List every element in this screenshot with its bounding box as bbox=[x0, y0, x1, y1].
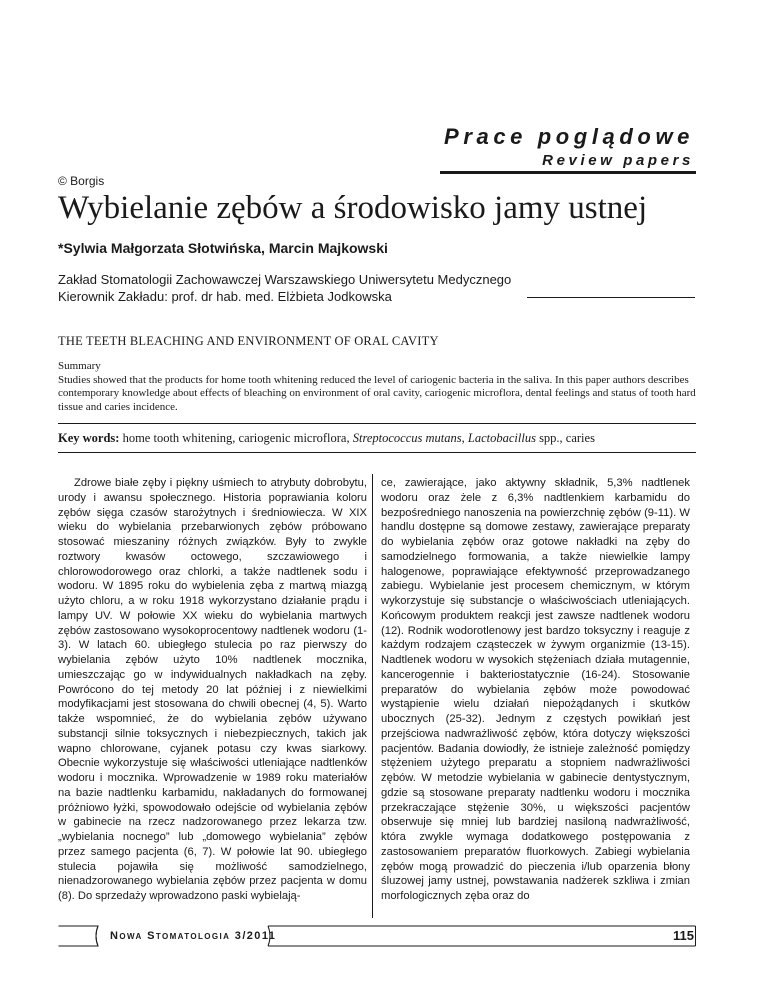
page-number: 115 bbox=[673, 928, 694, 943]
section-label-english: Review papers bbox=[542, 152, 694, 169]
keyword-lactobacillus: Lactobacillus bbox=[467, 431, 536, 445]
keywords-label: Key words: bbox=[58, 431, 120, 445]
summary-heading: Summary bbox=[58, 360, 101, 372]
keywords bbox=[58, 431, 595, 446]
summary-text: Studies showed that the products for home tooth whitening reduced the level of cariogenic bacteria in the saliva. In this paper authors describes contemporary knowledge about effects of bleaching on environment of oral cavity, cariogenic microflora, dental feelings and status of tooth hard tissue and caries incidence. bbox=[58, 373, 696, 413]
keywords-text-1: home tooth whitening, cariogenic microflora, bbox=[119, 431, 353, 445]
body-paragraph-left: Zdrowe białe zęby i piękny uśmiech to atrybuty dobrobytu, urody i awansu społecznego. Historia poprawiania koloru zębów sięga czasów starożytnych i średniowiecza. W XIX wieku do wybielania przebarwionych zębów próbowano stosować mieszaniny różnych związków. Były to zwykle roztwory kwasów octowego, szczawiowego i chlorowodorowego oraz chlorki, a także nadtlenek sodu i wodoru. W 1895 roku do wybielenia zęba z martwą miazgą użyto chloru, a w roku 1918 wykorzystano działanie prądu i lampy UV. W połowie XX wieku do wybielania martwych zębów zastosowano wysokoprocentowy nadtlenek wodoru (1-3). W latach 60. ubiegłego stulecia po raz pierwszy do wybielania zębów użyto 10% nadtlenek mocznika, umieszczając go w indywidualnych nakładkach na zęby. Powrócono do tej metody 20 lat później i z niewielkimi modyfikacjami jest stosowana do chwili obecnej (4, 5). Warto także wspomnieć, że do wybielania zębów używano substancji silnie toksycznych i niebezpiecznych, takich jak wapno chlorowane, cyjanek potasu czy kwas siarkowy. Obecnie wykorzystuje się właściwości utleniające nadtlenków wodoru i mocznika. Wprowadzenie w 1989 roku materiałów na bazie nadtlenku karbamidu, nakładanych do formowanej próżniowo łyżki, spowodowało odejście od wybielania zębów w gabinecie na rzecz nadzorowanego przez lekarza tzw. „wybielania nocnego” lub „domowego wybielania” zębów przez samego pacjenta (6, 7). W połowie lat 90. ubiegłego stulecia pojawiła się możliwość samodzielnego, nienadzorowanego wybielania zębów przez pacjenta w domu (8). Do sprzedaży wprowadzono paski wybielają- bbox=[58, 477, 367, 902]
keyword-streptococcus: Streptococcus mutans bbox=[352, 431, 462, 445]
body-column-right bbox=[381, 476, 690, 904]
affiliation-line-2: Kierownik Zakładu: prof. dr hab. med. Elżbieta Jodkowska bbox=[58, 289, 392, 304]
english-title: THE TEETH BLEACHING AND ENVIRONMENT OF ORAL CAVITY bbox=[58, 334, 439, 348]
body-paragraph-right: ce, zawierające, jako aktywny składnik, 5,3% nadtlenek wodoru oraz żele z 6,3% nadtlenkiem karbamidu do bezpośredniego nanoszenia na powierzchnię zębów (9-11). W handlu dostępne są domowe zestawy, zawierające preparaty do wybielania zębów oraz gotowe nakładki na zęby do samodzielnego formowania, a także niewielkie lampy halogenowe, poprawiające efektywność przeprowadzanego zabiegu. Wybielanie jest procesem chemicznym, w którym wykorzystuje się substancje o właściwościach utleniających. Końcowym produktem reakcji jest zawsze nadtlenek wodoru (12). Rodnik wodorotlenowy jest bardzo toksyczny i reaguje z każdym rodzajem cząsteczek w żywym organizmie (13-15). Nadtlenek wodoru w wysokich stężeniach działa mutagennie, kancerogennie i bakteriostatycznie (16-24). Stosowanie preparatów do wybielania zębów może powodować wystąpienie wielu działań niepożądanych i skutków ubocznych (25-32). Jednym z częstych powikłań jest przejściowa nadwrażliwość zębów, która dotyczy większości pacjentów. Badania dowiodły, że istnieje zależność pomiędzy stężeniem użytego preparatu a stopniem nadwrażliwości zębów. W metodzie wybielania w gabinecie dentystycznym, gdzie są stosowane preparaty nadtlenku wodoru i mocznika przekraczające stężenie 30%, u większości pacjentów obserwuje się mniej lub bardziej nasiloną nadwrażliwość, która zwykle wymaga dodatkowego postępowania z zastosowaniem preparatów fluorkowych. Zabiegi wybielania zębów mogą prowadzić do pieczenia i/lub oparzenia błony śluzowej jamy ustnej, powstawania nadżerek szkliwa i zmian morfologicznych zęba oraz do bbox=[381, 477, 690, 902]
copyright-notice: © Borgis bbox=[58, 174, 105, 188]
affiliation-line-1: Zakład Stomatologii Zachowawczej Warszawskiego Uniwersytetu Medycznego bbox=[58, 272, 512, 287]
keywords-text-2: , bbox=[461, 431, 468, 445]
journal-name: Nowa Stomatologia 3/2011 bbox=[110, 930, 277, 942]
body-column-left bbox=[58, 476, 367, 904]
summary bbox=[58, 360, 698, 414]
column-divider bbox=[372, 474, 373, 918]
article-title: Wybielanie zębów a środowisko jamy ustnej bbox=[58, 190, 648, 226]
article-authors: *Sylwia Małgorzata Słotwińska, Marcin Majkowski bbox=[58, 240, 388, 256]
section-label-polish: Prace poglądowe bbox=[444, 124, 694, 149]
keywords-text-3: spp., caries bbox=[535, 431, 595, 445]
affiliation bbox=[58, 271, 511, 305]
affiliation-rule bbox=[527, 297, 695, 298]
section-rule bbox=[440, 171, 696, 174]
keywords-rule-bottom bbox=[58, 452, 696, 453]
keywords-rule-top bbox=[58, 423, 696, 424]
